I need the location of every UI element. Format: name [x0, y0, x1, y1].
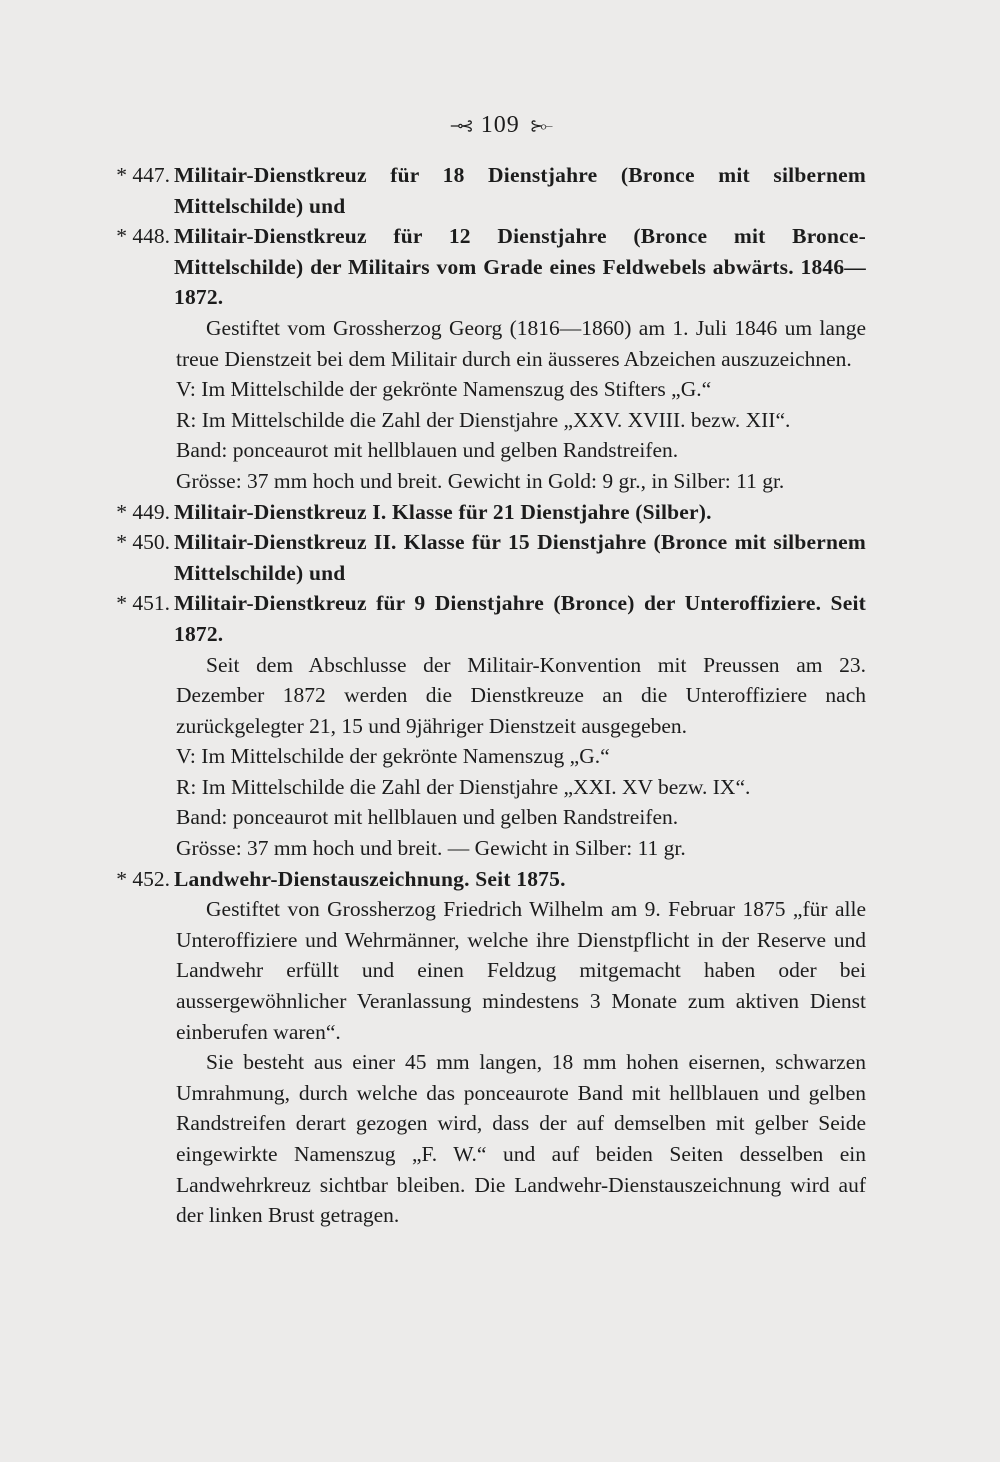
- reverse-description: R: Im Mittelschilde die Zahl der Dienstjahre „XXV. XVIII. bezw. XII“.: [176, 407, 791, 432]
- entry-number: * 447.: [116, 163, 170, 187]
- entry-paragraph: Gestiftet vom Grossherzog Georg (1816—1860) am 1. Juli 1846 um lange treue Dienstzeit bei dem Militair durch ein äusseres Abzeichen auszuzeichnen.: [176, 315, 866, 371]
- size-description: Grösse: 37 mm hoch und breit. — Gewicht in Silber: 11 gr.: [176, 836, 686, 861]
- left-ornament-icon: ⊸⊰: [449, 118, 471, 136]
- entry-paragraph: Seit dem Abschlusse der Militair-Konvention mit Preussen am 23. Dezember 1872 werden die Dienstkreuze an die Unteroffiziere nach zurückgelegter 21, 15 und 9jähriger Dienstzeit ausgegeben.: [176, 652, 866, 738]
- entry-paragraph-2: Sie besteht aus einer 45 mm langen, 18 mm hohen eisernen, schwarzen Umrahmung, durch welche das ponceaurote Band mit hellblauen und gelben Randstreifen derart gezogen wird, dass der auf demselben mit gelber Seide eingewirkte Namenszug „F. W.“ und auf beiden Seiten desselben ein Landwehrkreuz sichtbar bleiben. Die Landwehr-Dienstauszeichnung wird auf der linken Brust getragen.: [176, 1050, 866, 1228]
- entry-451: [100, 588, 866, 649]
- entry-number: * 452.: [116, 866, 170, 891]
- page-number: 109: [480, 112, 520, 138]
- page-number-header: [0, 112, 1000, 139]
- band-description: Band: ponceaurot mit hellblauen und gelben Randstreifen.: [176, 438, 679, 463]
- band-description: Band: ponceaurot mit hellblauen und gelben Randstreifen.: [176, 805, 679, 830]
- entry-number: * 449.: [116, 499, 170, 524]
- entry-title: Militair-Dienstkreuz II. Klasse für 15 Dienstjahre (Bronce mit silbernem Mittelschilde) und: [174, 530, 866, 585]
- entry-paragraph: Gestiftet von Grossherzog Friedrich Wilhelm am 9. Februar 1875 „für alle Unteroffiziere und Wehrmänner, welche ihre Dienstpflicht in der Reserve und Landwehr erfüllt und einen Feldzug mitgemacht haben oder bei aussergewöhnlicher Veranlassung mindestens 3 Monate zum aktiven Dienst einberufen waren“.: [176, 897, 866, 1044]
- entry-449: [100, 497, 866, 528]
- entry-number: * 450.: [116, 530, 170, 555]
- entry-number: * 448.: [116, 224, 170, 249]
- page-content: [100, 160, 866, 1231]
- entry-450: [100, 527, 866, 588]
- entry-title: Militair-Dienstkreuz I. Klasse für 21 Dienstjahre (Silber).: [174, 499, 712, 524]
- entry-title: Militair-Dienstkreuz für 9 Dienstjahre (Bronce) der Unteroffiziere. Seit 1872.: [174, 591, 866, 646]
- obverse-description: V: Im Mittelschilde der gekrönte Namenszug des Stifters „G.“: [176, 377, 712, 402]
- entry-title: Landwehr-Dienstauszeichnung. Seit 1875.: [174, 866, 566, 891]
- entry-447: [100, 160, 866, 221]
- entry-title: Militair-Dienstkreuz für 18 Dienstjahre (Bronce mit silbernem Mittelschilde) und: [174, 163, 866, 218]
- entry-452: [100, 864, 866, 895]
- entry-title: Militair-Dienstkreuz für 12 Dienstjahre (Bronce mit Bronce-Mittelschilde) der Militairs vom Grade eines Feldwebels abwärts. 1846—1872.: [174, 224, 866, 310]
- right-ornament-icon: ⊱⟜: [529, 118, 551, 136]
- reverse-description: R: Im Mittelschilde die Zahl der Dienstjahre „XXI. XV bezw. IX“.: [176, 774, 751, 799]
- obverse-description: V: Im Mittelschilde der gekrönte Namenszug „G.“: [176, 744, 610, 769]
- entry-448: [100, 221, 866, 313]
- size-description: Grösse: 37 mm hoch und breit. Gewicht in Gold: 9 gr., in Silber: 11 gr.: [176, 468, 785, 493]
- entry-number: * 451.: [116, 591, 170, 616]
